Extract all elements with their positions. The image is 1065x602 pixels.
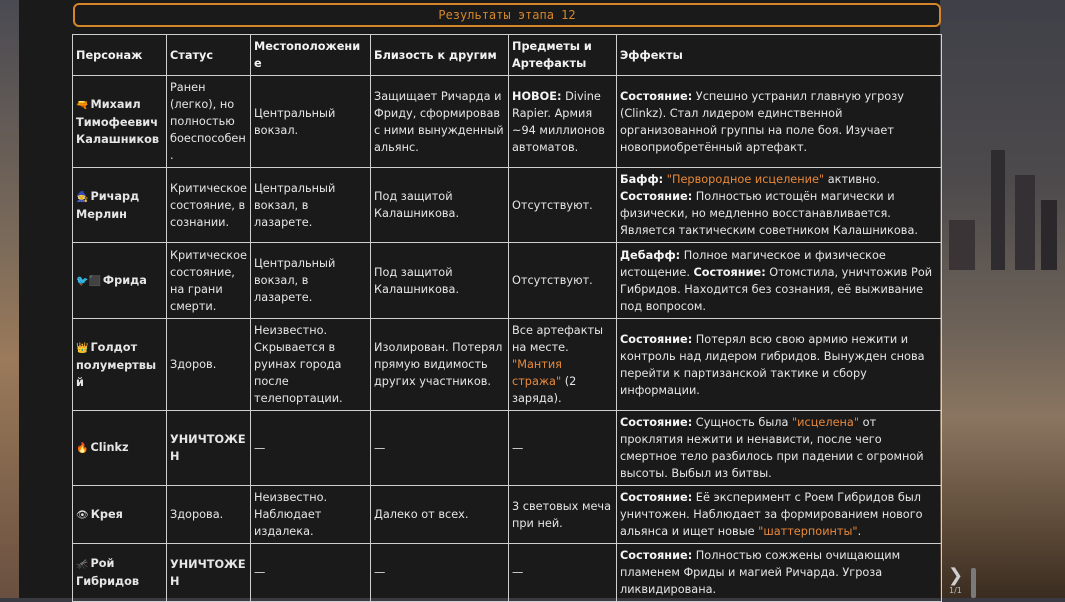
character-name: Фрида [102, 273, 147, 287]
new-label: НОВОЕ: [512, 89, 562, 103]
effect-label: Состояние: [693, 265, 766, 279]
table-row [73, 411, 942, 486]
effect-text: Успешно устранил главную угрозу (Clinkz). Стал лидером единственной организованной группы на поле боя. Изучает новоприобретённый артефакт. [620, 89, 904, 154]
items-text: (2 заряда). [512, 375, 577, 405]
cell-effects [617, 411, 942, 486]
effect-label: Состояние: [620, 89, 693, 103]
effect-highlight: "исцелена" [791, 416, 860, 429]
effect-text: Отомстила, уничтожив Рой Гибридов. Находится без сознания, её выживание под вопросом. [620, 265, 933, 313]
items-text: Все артефакты на месте. [512, 324, 604, 354]
rifle-icon: 🔫 [76, 99, 89, 111]
cell-status: УНИЧТОЖЕН [167, 411, 251, 486]
cell-effects [617, 76, 942, 168]
cell-status: УНИЧТОЖЕН [167, 544, 251, 602]
character-name: Голдот полумертвый [76, 340, 157, 389]
table-row [73, 319, 942, 411]
effect-text: от проклятия нежити и ненависти, после чего смертное тело разбилось при падении с огромной высоты. Выбыл из битвы. [620, 416, 924, 480]
cell-effects [617, 168, 942, 243]
effect-highlight: "шаттерпоинты" [758, 525, 858, 538]
effect-label: Состояние: [620, 190, 693, 203]
cell-items: — [509, 544, 617, 602]
effect-text: Её эксперимент с Роем Гибридов был уничтожен. Наблюдает за формированием нового альянса и ищет новые [620, 491, 923, 538]
background-ruin [1015, 175, 1035, 270]
effect-label: Состояние: [620, 549, 693, 562]
cell-proximity: Под защитой Калашникова. [371, 243, 509, 319]
header-proximity: Близость к другим [371, 35, 509, 76]
cell-effects [617, 243, 942, 319]
cell-items [509, 319, 617, 411]
buff-name: "Первородное исцеление" [666, 173, 825, 186]
cell-character [73, 544, 167, 602]
cell-status: Критическое состояние, в сознании. [167, 168, 251, 243]
debuff-label: Дебафф: [620, 248, 681, 262]
effect-text: Полностью истощён магически и физически, но медленно восстанавливается. Является тактическим советником Калашникова. [620, 190, 918, 237]
effect-label: Состояние: [620, 332, 693, 346]
cell-effects [617, 486, 942, 544]
crown-icon: 👑 [76, 342, 89, 354]
eye-icon: 👁 [76, 509, 89, 521]
buff-label: Бафф: [620, 173, 664, 186]
effect-label: Состояние: [620, 491, 693, 504]
effect-text: Полностью сожжены очищающим пламенем Фриды и магией Ричарда. Угроза ликвидирована. [620, 549, 901, 596]
effect-text: . [857, 525, 862, 538]
cell-items: 3 световых меча при ней. [509, 486, 617, 544]
black-bird-icon: 🐦⬛ [76, 275, 101, 287]
effect-label: Состояние: [620, 416, 693, 429]
cell-proximity: Далеко от всех. [371, 486, 509, 544]
cell-character [73, 411, 167, 486]
table-row [73, 243, 942, 319]
cell-status: Ранен (легко), но полностью боеспособен. [167, 76, 251, 168]
results-table [72, 34, 942, 602]
character-name: Михаил Тимофеевич Калашников [76, 97, 160, 146]
header-location: Местоположение [251, 35, 371, 76]
header-effects: Эффекты [617, 35, 942, 76]
cell-character [73, 168, 167, 243]
header-character: Персонаж [73, 35, 167, 76]
items-text: Divine Rapier. Армия ~94 миллионов автоматов. [512, 89, 605, 154]
scrollbar-thumb[interactable] [971, 568, 976, 598]
effect-text: Потерял всю свою армию нежити и контроль над лидером гибридов. Вынужден снова перейти к партизанской тактике и сбору информации. [620, 332, 925, 397]
cell-proximity: Изолирован. Потерял прямую видимость других участников. [371, 319, 509, 411]
cell-proximity: — [371, 411, 509, 486]
page-indicator: 1/1 [949, 586, 962, 595]
mosquito-icon: 🦟 [76, 559, 89, 570]
cell-proximity: — [371, 544, 509, 602]
effect-text: Полное магическое и физическое истощение. [620, 248, 886, 279]
cell-effects [617, 319, 942, 411]
fire-icon: 🔥 [76, 443, 89, 454]
cell-character [73, 243, 167, 319]
character-name: Крея [90, 507, 123, 521]
cell-location: Центральный вокзал, в лазарете. [251, 243, 371, 319]
cell-status: Критическое состояние, на грани смерти. [167, 243, 251, 319]
next-page-button[interactable]: ❯ [948, 565, 964, 586]
background-ruin [991, 150, 1005, 270]
cell-character [73, 319, 167, 411]
cell-items [509, 76, 617, 168]
table-row [73, 544, 942, 602]
character-name: Рой Гибридов [76, 557, 140, 588]
cell-proximity: Под защитой Калашникова. [371, 168, 509, 243]
table-row [73, 168, 942, 243]
table-row [73, 486, 942, 544]
character-name: Clinkz [90, 441, 129, 454]
header-items: Предметы и Артефакты [509, 35, 617, 76]
cell-status: Здорова. [167, 486, 251, 544]
table-row [73, 76, 942, 168]
cell-location: Центральный вокзал, в лазарете. [251, 168, 371, 243]
artifact-name: "Мантия стража" [512, 358, 562, 388]
effect-text: активно. [824, 173, 880, 186]
wizard-icon: 🧙 [76, 191, 89, 203]
cell-character [73, 76, 167, 168]
effect-text: Сущность была [692, 416, 792, 429]
background-left [0, 0, 20, 598]
background-ruin [1041, 200, 1057, 270]
cell-items: Отсутствуют. [509, 243, 617, 319]
stage-title: Результаты этапа 12 [73, 3, 941, 27]
cell-character [73, 486, 167, 544]
background-right [940, 0, 1065, 598]
cell-items: Отсутствуют. [509, 168, 617, 243]
cell-location: Неизвестно. Наблюдает издалека. [251, 486, 371, 544]
cell-location: — [251, 544, 371, 602]
cell-location: — [251, 411, 371, 486]
cell-items: — [509, 411, 617, 486]
character-name: Ричард Мерлин [76, 189, 140, 221]
table-header-row [73, 35, 942, 76]
cell-status: Здоров. [167, 319, 251, 411]
header-status: Статус [167, 35, 251, 76]
cell-effects [617, 544, 942, 602]
cell-proximity: Защищает Ричарда и Фриду, сформировав с ними вынужденный альянс. [371, 76, 509, 168]
cell-location: Центральный вокзал. [251, 76, 371, 168]
background-ruin [949, 220, 975, 270]
cell-location: Неизвестно. Скрывается в руинах города после телепортации. [251, 319, 371, 411]
